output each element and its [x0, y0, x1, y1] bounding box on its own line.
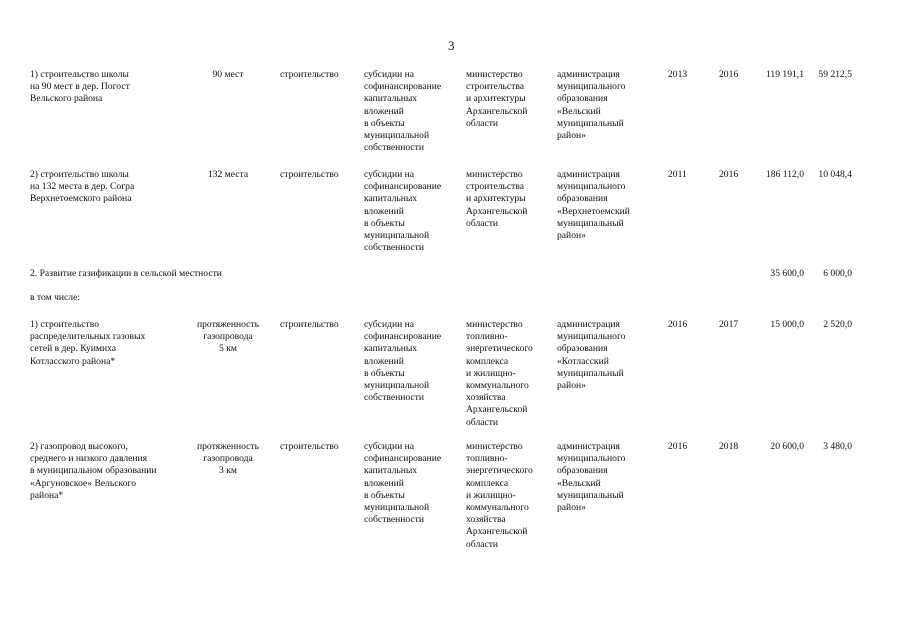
end-year: 2016	[719, 169, 739, 180]
project-capacity: 132 места	[207, 169, 249, 180]
funding-amount: 10 048,4	[818, 169, 852, 180]
responsible-ministry: министерство топливно- энергетического комплекса и жилищно- коммунального хозяйства Архангельской области	[466, 319, 533, 428]
funding-form: субсидии на софинансирование капитальных вложений в объекты муниципальной собственности	[364, 319, 442, 404]
funding-form: субсидии на софинансирование капитальных вложений в объекты муниципальной собственности	[364, 441, 442, 526]
end-year: 2016	[719, 69, 739, 80]
end-year: 2017	[719, 319, 739, 330]
project-capacity: 90 мест	[212, 69, 244, 80]
start-year: 2011	[668, 169, 687, 180]
recipient: администрация муниципального образования «Котласский муниципальный район»	[557, 319, 626, 392]
project-name: 2) строительство школы на 132 места в дер. Согра Верхнетоемского района	[30, 169, 135, 205]
funding-amount: 59 212,5	[818, 69, 852, 80]
project-type: строительство	[280, 69, 339, 80]
project-type: строительство	[280, 319, 339, 330]
recipient: администрация муниципального образования «Верхнетоемский муниципальный район»	[557, 169, 630, 242]
funding-form: субсидии на софинансирование капитальных вложений в объекты муниципальной собственности	[364, 169, 442, 254]
project-type: строительство	[280, 169, 339, 180]
responsible-ministry: министерство строительства и архитектуры Архангельской области	[466, 169, 528, 229]
section-total-cost: 35 600,0	[770, 268, 804, 279]
project-name: 1) строительство школы на 90 мест в дер. Погост Вельского района	[30, 69, 130, 105]
total-cost: 186 112,0	[765, 169, 804, 180]
page-number: 3	[448, 38, 455, 53]
start-year: 2013	[668, 69, 688, 80]
section-title: 2. Развитие газификации в сельской местности	[30, 268, 222, 279]
project-name: 1) строительство распределительных газовых сетей в дер. Куимиха Котласского района*	[30, 319, 146, 367]
responsible-ministry: министерство строительства и архитектуры Архангельской области	[466, 69, 528, 129]
recipient: администрация муниципального образования «Вельский муниципальный район»	[557, 441, 626, 514]
project-type: строительство	[280, 441, 339, 452]
project-capacity: протяженность газопровода 3 км	[197, 441, 259, 477]
section-funding-amount: 6 000,0	[823, 268, 852, 279]
including-label: в том числе:	[30, 292, 81, 303]
start-year: 2016	[668, 319, 688, 330]
recipient: администрация муниципального образования «Вельский муниципальный район»	[557, 69, 626, 142]
total-cost: 15 000,0	[770, 319, 804, 330]
project-name: 2) газопровод высокого, среднего и низкого давления в муниципальном образовании «Аргуновское» Вельского района*	[30, 441, 157, 501]
project-capacity: протяженность газопровода 5 км	[197, 319, 259, 355]
responsible-ministry: министерство топливно- энергетического комплекса и жилищно- коммунального хозяйства Архангельской области	[466, 441, 533, 550]
total-cost: 119 191,1	[765, 69, 804, 80]
end-year: 2018	[719, 441, 739, 452]
total-cost: 20 600,0	[770, 441, 804, 452]
funding-amount: 2 520,0	[823, 319, 852, 330]
funding-amount: 3 480,0	[823, 441, 852, 452]
funding-form: субсидии на софинансирование капитальных вложений в объекты муниципальной собственности	[364, 69, 442, 154]
start-year: 2016	[668, 441, 688, 452]
